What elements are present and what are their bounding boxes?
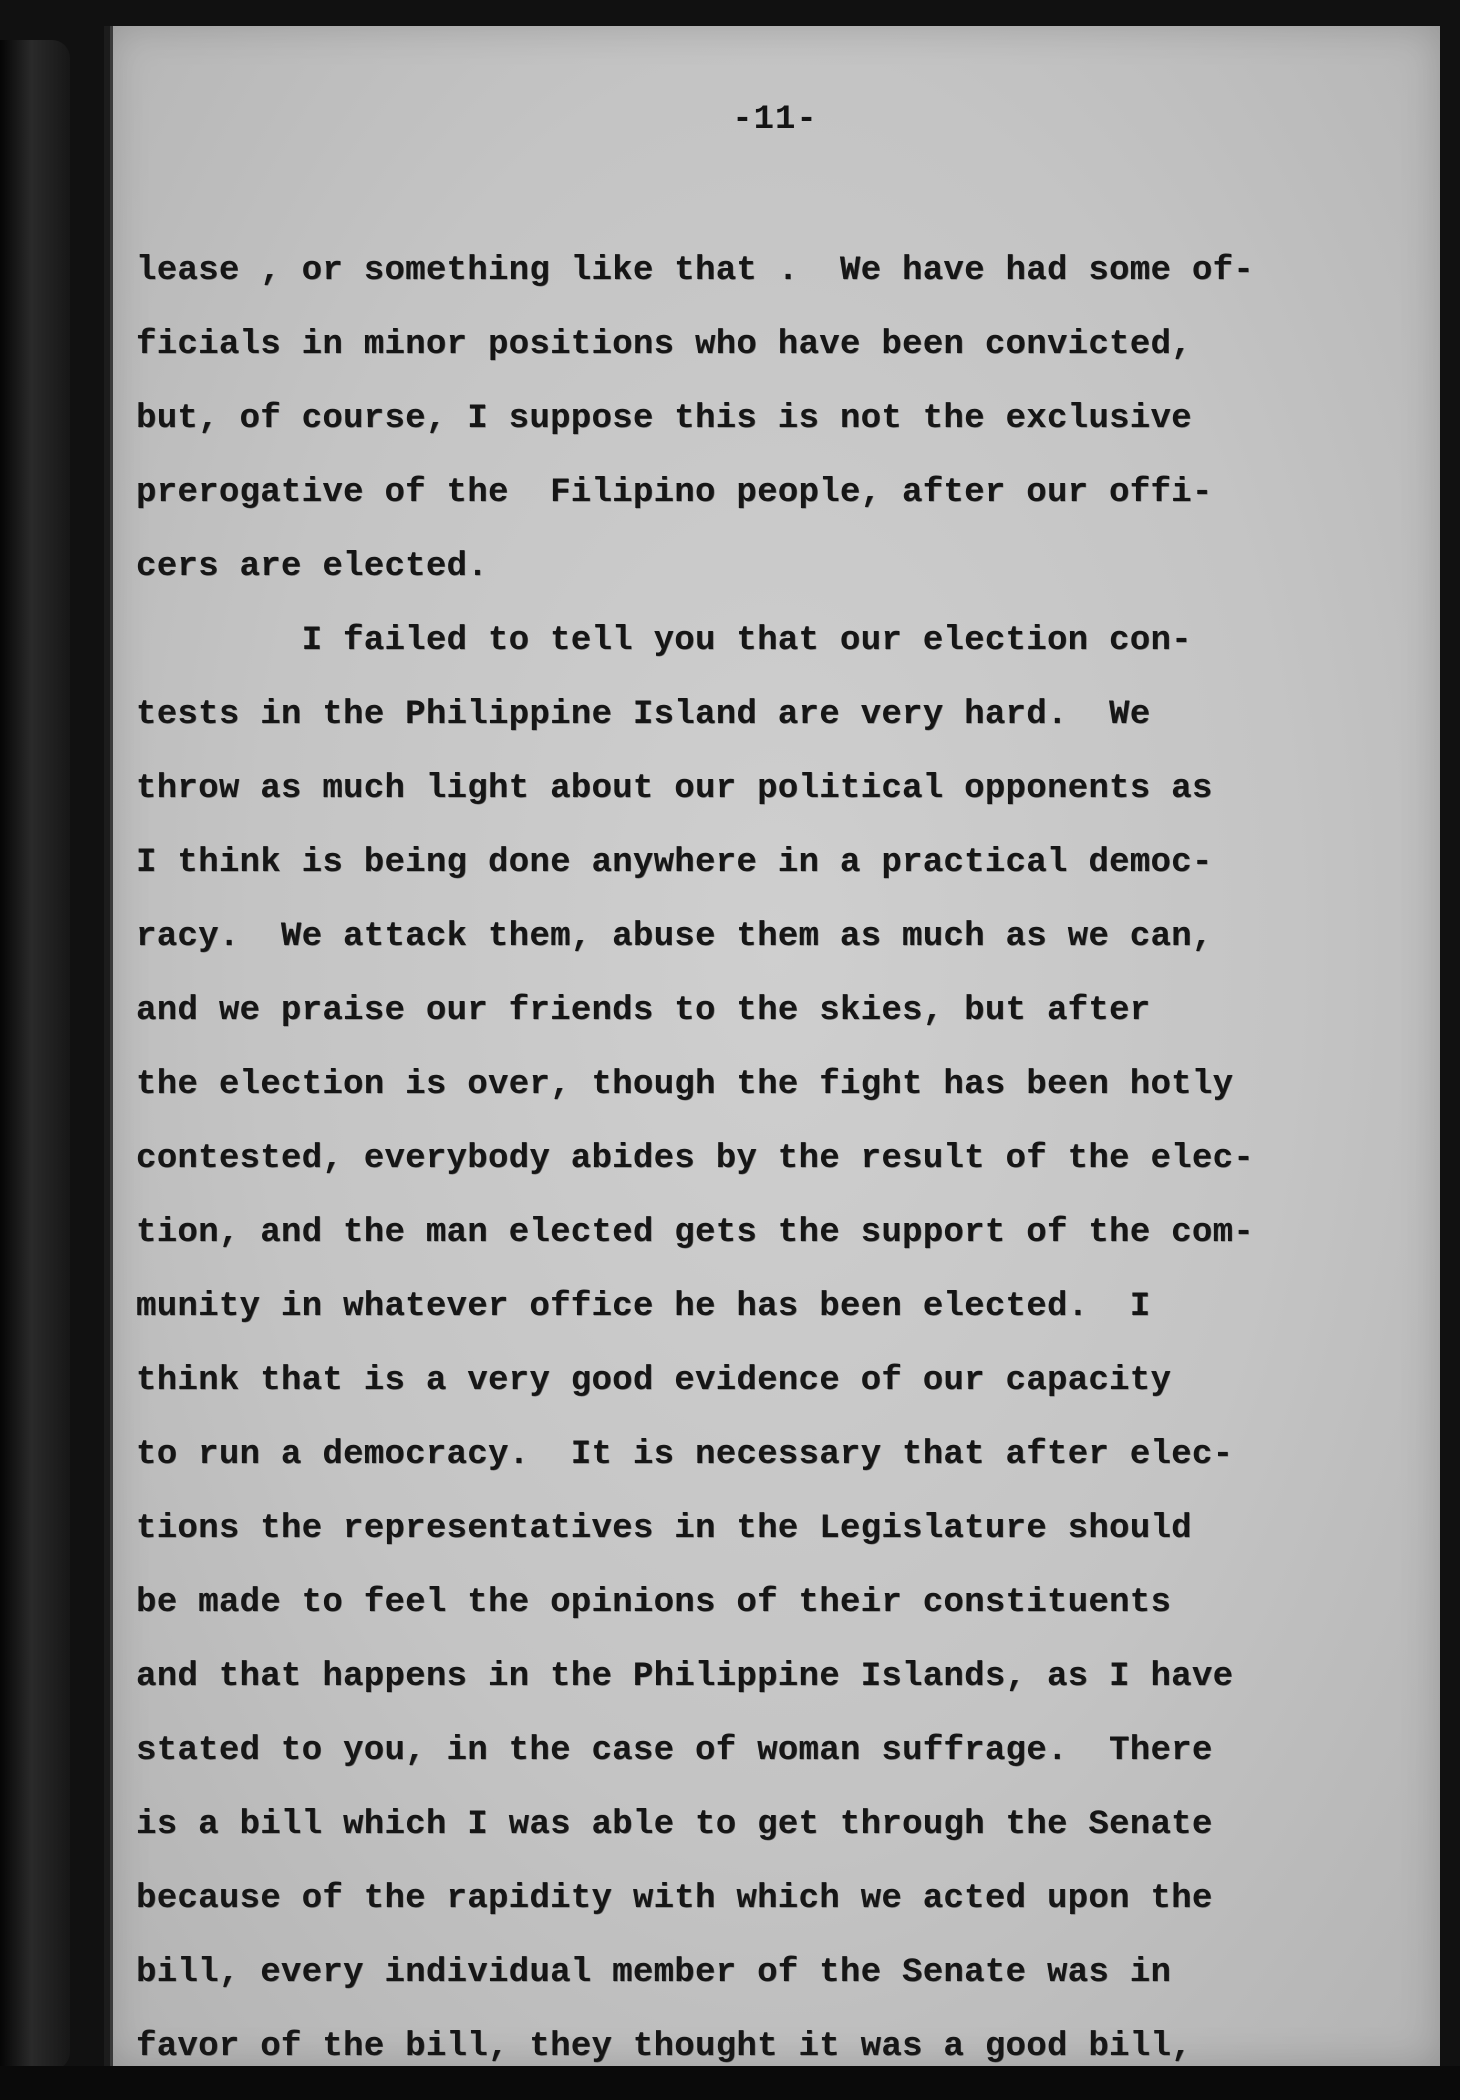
text-line: to run a democracy. It is necessary that after elec- — [136, 1436, 1234, 1474]
text-line: I think is being done anywhere in a practical democ- — [136, 844, 1213, 882]
text-line: think that is a very good evidence of our capacity — [136, 1362, 1172, 1400]
text-line: ficials in minor positions who have been convicted, — [136, 326, 1192, 364]
text-line: is a bill which I was able to get through the Senate — [136, 1806, 1213, 1844]
scan-bottom-edge — [0, 2066, 1460, 2100]
text-line: and that happens in the Philippine Islands, as I have — [136, 1658, 1234, 1696]
typewritten-page — [104, 26, 1440, 2066]
text-line: lease , or something like that . We have had some of- — [136, 252, 1254, 290]
text-line: bill, every individual member of the Senate was in — [136, 1954, 1172, 1992]
binding-shadow — [0, 40, 70, 2070]
text-line: racy. We attack them, abuse them as much as we can, — [136, 918, 1213, 956]
text-line: throw as much light about our political opponents as — [136, 770, 1213, 808]
text-line: tions the representatives in the Legislature should — [136, 1510, 1192, 1548]
page-edge-rule — [110, 26, 113, 2066]
text-line: prerogative of the Filipino people, after our offi- — [136, 474, 1213, 512]
text-line: tion, and the man elected gets the support of the com- — [136, 1214, 1254, 1252]
text-line: because of the rapidity with which we acted upon the — [136, 1880, 1213, 1918]
text-line: munity in whatever office he has been elected. I — [136, 1288, 1151, 1326]
text-line: cers are elected. — [136, 548, 488, 586]
text-line: the election is over, though the fight has been hotly — [136, 1066, 1234, 1104]
text-line: favor of the bill, they thought it was a good bill, — [136, 2028, 1192, 2066]
body-text — [136, 234, 1426, 2084]
text-line: I failed to tell you that our election con- — [136, 622, 1192, 660]
text-line: contested, everybody abides by the result of the elec- — [136, 1140, 1254, 1178]
text-line: stated to you, in the case of woman suffrage. There — [136, 1732, 1213, 1770]
text-line: tests in the Philippine Island are very hard. We — [136, 696, 1151, 734]
text-line: but, of course, I suppose this is not the exclusive — [136, 400, 1192, 438]
text-line: and we praise our friends to the skies, but after — [136, 992, 1151, 1030]
text-line: be made to feel the opinions of their constituents — [136, 1584, 1172, 1622]
page-number: -11- — [732, 101, 818, 139]
